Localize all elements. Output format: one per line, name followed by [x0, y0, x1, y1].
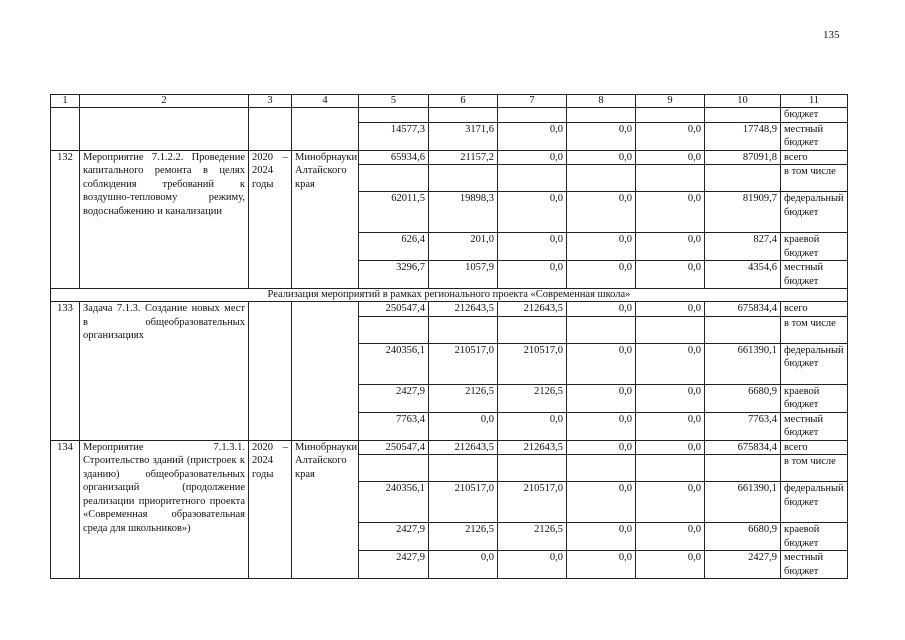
page-number: 135 — [823, 29, 840, 41]
cell-value: 0,0 — [567, 192, 636, 233]
cell-value: 0,0 — [636, 482, 705, 523]
table-row — [51, 150, 848, 165]
cell-value: 0,0 — [567, 302, 636, 317]
cell-value: 2126,5 — [429, 523, 498, 551]
cell-value: 2126,5 — [498, 523, 567, 551]
cell-value: 0,0 — [567, 523, 636, 551]
cell-value: 212643,5 — [498, 302, 567, 317]
cell-value: 0,0 — [636, 384, 705, 412]
cell-value: 0,0 — [567, 261, 636, 289]
cell-value: 81909,7 — [705, 192, 781, 233]
cell-budget-kind: в том числе — [781, 316, 848, 343]
cell-value — [705, 165, 781, 192]
column-header: 10 — [705, 95, 781, 108]
cell-value: 0,0 — [567, 440, 636, 455]
cell-value — [429, 165, 498, 192]
cell-value: 212643,5 — [498, 440, 567, 455]
cell-value — [705, 455, 781, 482]
cell-value: 17748,9 — [705, 122, 781, 150]
cell-value: 0,0 — [498, 192, 567, 233]
cell-value: 2427,9 — [359, 551, 429, 579]
column-header: 5 — [359, 95, 429, 108]
cell-budget-kind: краевой бюджет — [781, 384, 848, 412]
cell-value — [359, 165, 429, 192]
column-header: 6 — [429, 95, 498, 108]
cell-value — [429, 316, 498, 343]
cell-value: 626,4 — [359, 233, 429, 261]
column-header: 9 — [636, 95, 705, 108]
cell-value: 212643,5 — [429, 302, 498, 317]
cell-value: 0,0 — [636, 122, 705, 150]
cell-value: 250547,4 — [359, 302, 429, 317]
cell-value: 65934,6 — [359, 150, 429, 165]
entry-name: Задача 7.1.3. Создание новых мест в общеобразовательных организациях — [80, 302, 249, 441]
cell-value — [567, 165, 636, 192]
cell-value — [705, 108, 781, 123]
column-header: 4 — [292, 95, 359, 108]
cell-value: 2126,5 — [498, 384, 567, 412]
section-title: Реализация мероприятий в рамках регионального проекта «Современная школа» — [51, 289, 848, 302]
cell-value: 0,0 — [636, 523, 705, 551]
cell-value: 240356,1 — [359, 343, 429, 384]
cell-value: 6680,9 — [705, 384, 781, 412]
cell-value: 87091,8 — [705, 150, 781, 165]
cell-value: 210517,0 — [429, 482, 498, 523]
entry-name: Мероприятие 7.1.2.2. Проведение капитального ремонта в целях соблюдения требований к воздушно-тепловому режиму, водоснабжению и канализации — [80, 150, 249, 289]
cell-value: 0,0 — [636, 261, 705, 289]
cell-budget-kind: в том числе — [781, 455, 848, 482]
cell-value: 675834,4 — [705, 302, 781, 317]
cell-value: 2427,9 — [705, 551, 781, 579]
cell-value: 7763,4 — [705, 412, 781, 440]
cell-value — [567, 316, 636, 343]
cell-value: 4354,6 — [705, 261, 781, 289]
entry-name: Мероприятие 7.1.3.1. Строительство зданий (пристроек к зданию) общеобразовательных организаций (продолжение реализации приоритетного проекта «Современная образовательная среда для школьников») — [80, 440, 249, 579]
cell-value: 2427,9 — [359, 523, 429, 551]
cell-value: 240356,1 — [359, 482, 429, 523]
cell-value — [498, 455, 567, 482]
cell-value: 212643,5 — [429, 440, 498, 455]
cell-value: 201,0 — [429, 233, 498, 261]
cell-value: 210517,0 — [498, 482, 567, 523]
table-row — [51, 108, 848, 123]
cell-value: 661390,1 — [705, 343, 781, 384]
cell-value: 62011,5 — [359, 192, 429, 233]
column-header: 11 — [781, 95, 848, 108]
cell-value: 21157,2 — [429, 150, 498, 165]
entry-executor — [292, 302, 359, 441]
section-row — [51, 289, 848, 302]
column-header: 7 — [498, 95, 567, 108]
cell-value — [567, 455, 636, 482]
table-row — [51, 302, 848, 317]
table-row — [51, 440, 848, 455]
cell-value — [429, 455, 498, 482]
cell-value: 0,0 — [498, 122, 567, 150]
cell-value — [705, 316, 781, 343]
cell-value: 0,0 — [636, 343, 705, 384]
cell-value: 2427,9 — [359, 384, 429, 412]
column-header: 1 — [51, 95, 80, 108]
cell-value: 250547,4 — [359, 440, 429, 455]
cell-budget-kind: всего — [781, 440, 848, 455]
cell-value: 1057,9 — [429, 261, 498, 289]
cell-value: 0,0 — [636, 440, 705, 455]
cell-value — [359, 108, 429, 123]
cell-value: 0,0 — [636, 233, 705, 261]
cell-value: 661390,1 — [705, 482, 781, 523]
cell-budget-kind: федеральный бюджет — [781, 343, 848, 384]
cell-period — [249, 108, 292, 151]
cell-value: 3296,7 — [359, 261, 429, 289]
cell-budget-kind: федеральный бюджет — [781, 192, 848, 233]
cell-value: 0,0 — [567, 233, 636, 261]
cell-value: 210517,0 — [429, 343, 498, 384]
cell-value: 0,0 — [498, 150, 567, 165]
cell-value — [636, 316, 705, 343]
cell-value — [498, 316, 567, 343]
cell-value — [498, 165, 567, 192]
entry-executor: Минобрнауки Алтайского края — [292, 440, 359, 579]
cell-value — [359, 455, 429, 482]
cell-value: 0,0 — [636, 192, 705, 233]
cell-value: 0,0 — [567, 482, 636, 523]
cell-value: 0,0 — [498, 261, 567, 289]
cell-value — [636, 455, 705, 482]
entry-period: 2020 – 2024 годы — [249, 440, 292, 579]
cell-value — [636, 165, 705, 192]
cell-value: 0,0 — [636, 412, 705, 440]
cell-executor — [292, 108, 359, 151]
cell-budget-kind: местный бюджет — [781, 122, 848, 150]
cell-value: 19898,3 — [429, 192, 498, 233]
cell-value: 3171,6 — [429, 122, 498, 150]
entry-period — [249, 302, 292, 441]
cell-value: 0,0 — [429, 551, 498, 579]
cell-value — [429, 108, 498, 123]
cell-value: 0,0 — [567, 150, 636, 165]
cell-value: 675834,4 — [705, 440, 781, 455]
cell-value: 210517,0 — [498, 343, 567, 384]
column-header: 2 — [80, 95, 249, 108]
entry-executor: Минобрнауки Алтайского края — [292, 150, 359, 289]
cell-budget-kind: в том числе — [781, 165, 848, 192]
cell-budget-kind: краевой бюджет — [781, 523, 848, 551]
header-row — [51, 95, 848, 108]
entry-number: 133 — [51, 302, 80, 441]
cell-value: 0,0 — [498, 233, 567, 261]
cell-budget-kind: местный бюджет — [781, 551, 848, 579]
budget-table — [50, 94, 848, 579]
cell-budget-kind: федеральный бюджет — [781, 482, 848, 523]
cell-budget-kind: краевой бюджет — [781, 233, 848, 261]
cell-value: 0,0 — [567, 551, 636, 579]
cell-value: 0,0 — [429, 412, 498, 440]
cell-value: 827,4 — [705, 233, 781, 261]
cell-value — [567, 108, 636, 123]
column-header: 8 — [567, 95, 636, 108]
column-header: 3 — [249, 95, 292, 108]
cell-value: 0,0 — [567, 343, 636, 384]
cell-value: 7763,4 — [359, 412, 429, 440]
cell-value — [498, 108, 567, 123]
entry-number: 132 — [51, 150, 80, 289]
cell-value: 0,0 — [636, 302, 705, 317]
entry-period: 2020 – 2024 годы — [249, 150, 292, 289]
cell-value: 14577,3 — [359, 122, 429, 150]
cell-value: 0,0 — [498, 551, 567, 579]
cell-budget-kind: местный бюджет — [781, 412, 848, 440]
cell-value: 6680,9 — [705, 523, 781, 551]
cell-budget-kind: всего — [781, 150, 848, 165]
entry-number: 134 — [51, 440, 80, 579]
cell-budget-kind: бюджет — [781, 108, 848, 123]
cell-budget-kind: всего — [781, 302, 848, 317]
cell-value: 0,0 — [636, 551, 705, 579]
cell-value — [359, 316, 429, 343]
cell-value: 0,0 — [567, 412, 636, 440]
cell-budget-kind: местный бюджет — [781, 261, 848, 289]
cell-value: 2126,5 — [429, 384, 498, 412]
cell-value — [636, 108, 705, 123]
budget-table-body — [51, 95, 848, 579]
cell-number — [51, 108, 80, 151]
cell-name — [80, 108, 249, 151]
cell-value: 0,0 — [567, 122, 636, 150]
cell-value: 0,0 — [498, 412, 567, 440]
cell-value: 0,0 — [636, 150, 705, 165]
cell-value: 0,0 — [567, 384, 636, 412]
